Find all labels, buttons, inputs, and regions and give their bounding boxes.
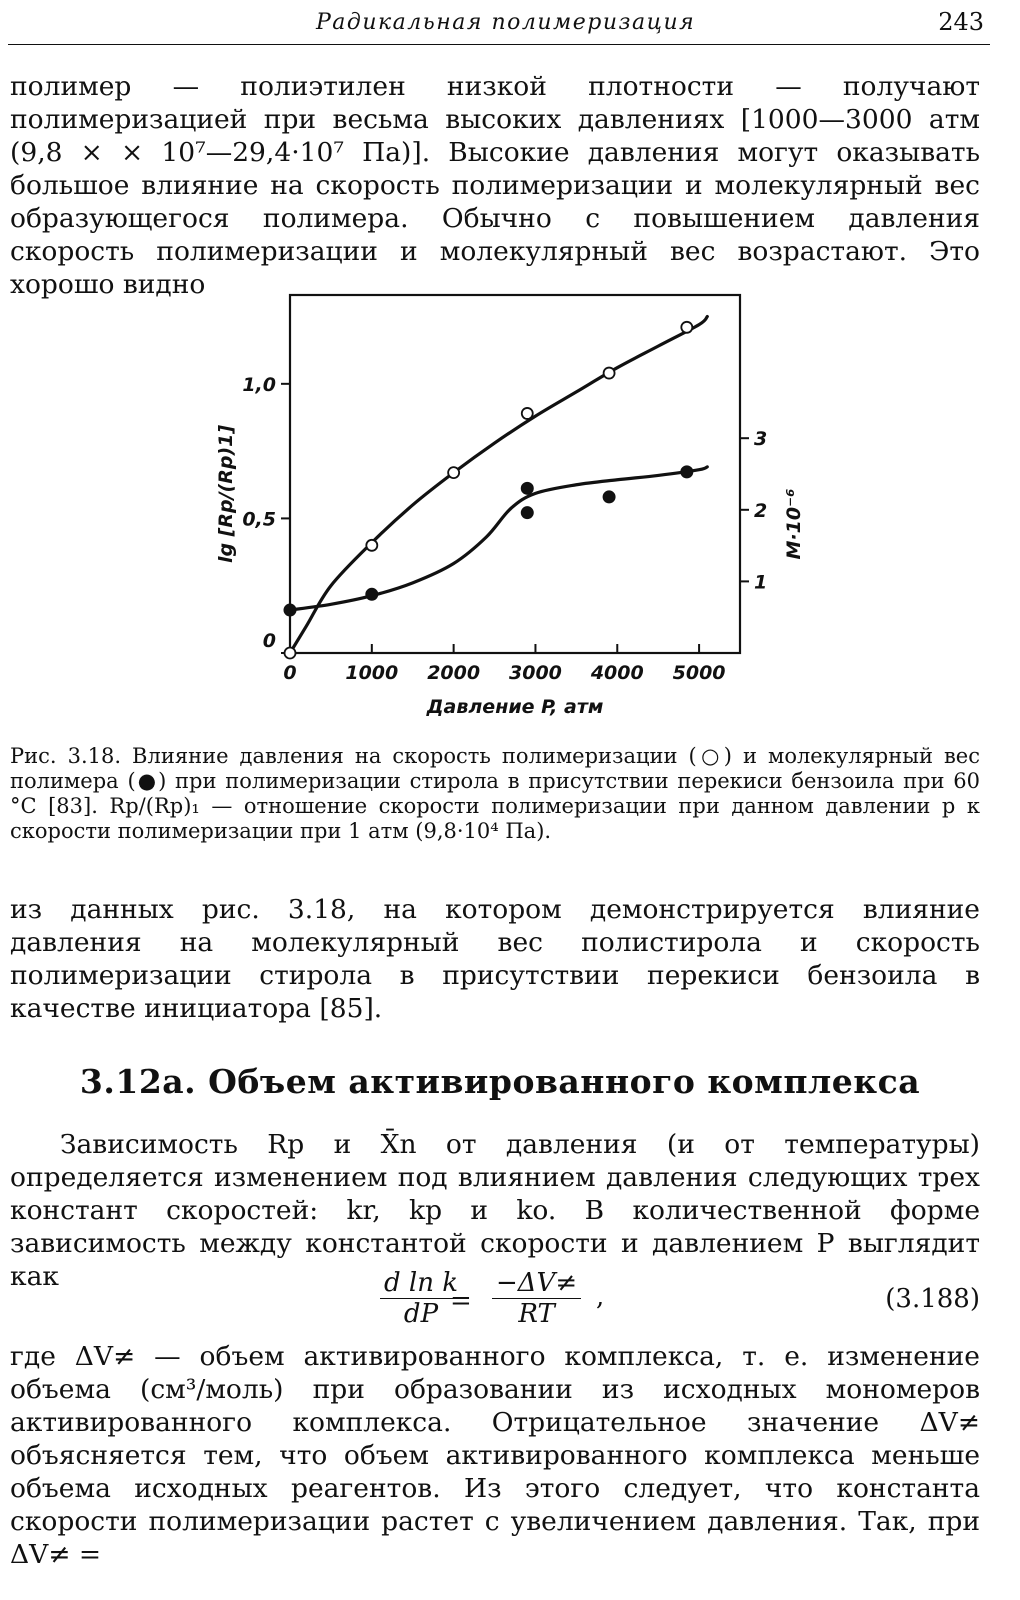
filled-circle-point: [521, 482, 533, 494]
y-right-tick-label: 3: [754, 428, 768, 451]
x-tick-label: 5000: [672, 662, 726, 684]
y-right-tick-label: 2: [754, 499, 768, 522]
open-circle-point: [366, 540, 377, 551]
open-circle-point: [522, 408, 533, 419]
open-circle-point: [285, 648, 296, 659]
y-left-axis-label: lg [Rp/(Rp)1]: [215, 424, 237, 564]
filled-circle-point: [521, 507, 533, 519]
open-circle-point: [681, 322, 692, 333]
y-right-axis-label: M·10⁻⁶: [783, 488, 805, 560]
series-2-curve: [290, 467, 707, 610]
page-header: [8, 6, 990, 45]
equation-number: (3.188): [885, 1284, 980, 1314]
chart-labels: [215, 374, 805, 718]
open-circle-point: [448, 467, 459, 478]
fraction-right-numerator: −ΔV≠: [492, 1268, 581, 1299]
running-title: Радикальная полимеризация: [316, 10, 696, 35]
x-tick-label: 2000: [427, 662, 481, 684]
fraction-left-denominator: dP: [403, 1299, 439, 1329]
equals-sign: =: [450, 1286, 472, 1316]
filled-circle-point: [603, 491, 615, 503]
x-axis-label: Давление P, атм: [426, 696, 604, 718]
paragraph-bottom-1: Зависимость Rp и X̄n от давления (и от температуры) определяется изменением под влиянием давления следующих трех констант скоростей: kr, kp и ko. В количественной форме зависимость между константой скорости и давлением P выглядит как: [10, 1129, 980, 1292]
filled-circle-point: [681, 466, 693, 478]
series-1-curve: [290, 317, 707, 653]
paragraph-middle: из данных рис. 3.18, на котором демонстрируется влияние давления на молекулярный вес полистирола и скорость полимеризации стирола в присутствии перекиси бензоила в качестве инициатора [85].: [10, 894, 980, 1024]
paragraph-top: полимер — полиэтилен низкой плотности — получают полимеризацией при весьма высоких давлениях [1000—3000 атм (9,8 × × 10⁷—29,4·10⁷ Па)]. Высокие давления могут оказывать большое влияние на скорость полимеризации и молекулярный вес образующегося полимера. Обычно с повышением давления скорость полимеризации и молекулярный вес возрастают. Это хорошо видно: [10, 71, 980, 300]
open-circle-point: [604, 368, 615, 379]
x-tick-label: 0: [283, 662, 297, 684]
figure-3-18: [210, 285, 805, 725]
chart-curves: [290, 317, 707, 653]
y-right-tick-label: 1: [754, 571, 768, 594]
x-tick-label: 3000: [509, 662, 562, 684]
filled-circle-point: [284, 604, 296, 616]
paragraph-bottom-2: где ΔV≠ — объем активированного комплекса, т. е. изменение объема (см³/моль) при образовании из исходных мономеров активированного комплекса. Отрицательное значение ΔV≠ объясняется тем, что объем активированного комплекса меньше объема исходных реагентов. Из этого следует, что константа скорости полимеризации растет с увеличением давления. Так, при ΔV≠ =: [10, 1341, 980, 1570]
fraction-left-numerator: d ln k: [380, 1268, 462, 1299]
chart-points: [284, 322, 693, 659]
figure-caption: Рис. 3.18. Влияние давления на скорость полимеризации (○) и молекулярный вес полимера (●) при полимеризации стирола в присутствии перекиси бензоила при 60 °C [83]. Rp/(Rp)₁ — отношение скорости полимеризации при данном давлении p к скорости полимеризации при 1 атм (9,8·10⁴ Па).: [10, 744, 980, 843]
y-left-tick-label: 1,0: [242, 373, 276, 396]
page-number: 243: [938, 8, 984, 36]
x-tick-label: 1000: [345, 662, 399, 684]
filled-circle-point: [366, 588, 378, 600]
pressure-chart: [210, 285, 805, 725]
y-left-tick-label: 0,5: [242, 508, 276, 531]
section-heading: 3.12а. Объем активированного комплекса: [79, 1062, 921, 1101]
equation-3-188: [0, 1268, 1000, 1338]
fraction-right: [492, 1268, 581, 1329]
y-left-tick-label: 0: [262, 630, 276, 652]
equation-comma: ,: [596, 1282, 605, 1312]
fraction-right-denominator: RT: [518, 1299, 555, 1329]
x-tick-label: 4000: [590, 662, 644, 684]
